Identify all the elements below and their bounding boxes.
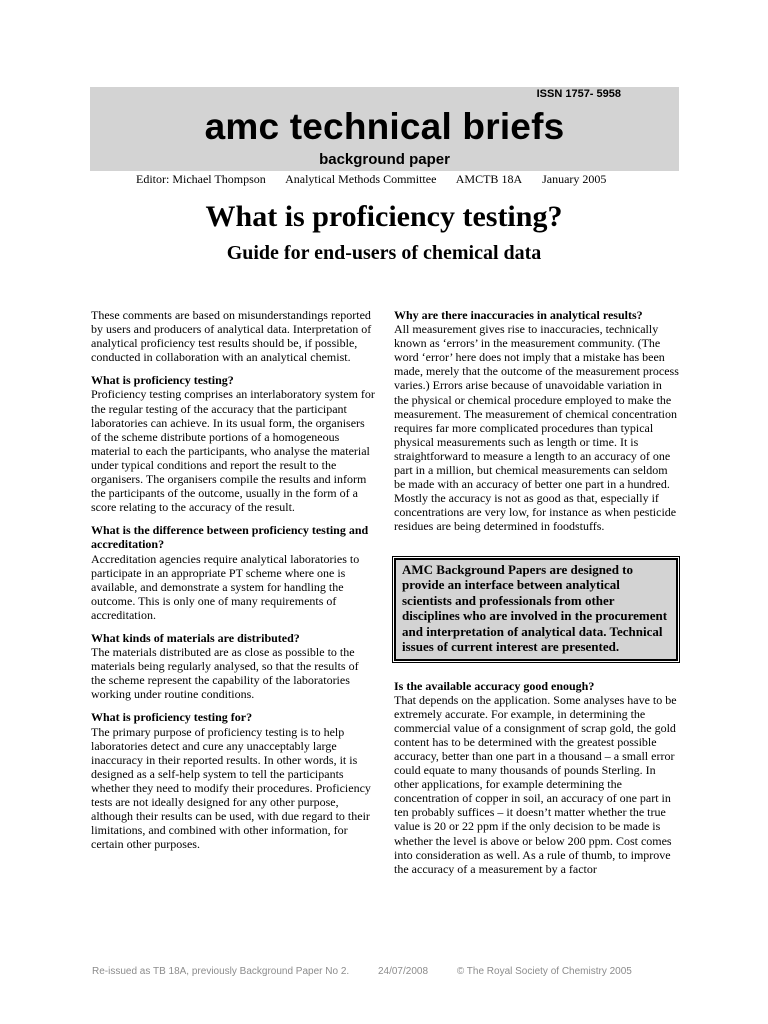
section-body: The materials distributed are as close as possible to the materials being regularly analysed, so that the results of the scheme represent the capability of the laboratories working under routine conditions. <box>91 645 359 702</box>
section-heading: Is the available accuracy good enough? <box>394 678 595 693</box>
reissue-note: Re-issued as TB 18A, previously Background Paper No 2. <box>92 966 350 977</box>
section-heading: What is proficiency testing? <box>91 373 234 388</box>
section-body: Proficiency testing comprises an interlaboratory system for the regular testing of the accuracy that the participant laboratories can achieve. In its usual form, the organisers of the scheme distribute portions of a homogeneous material to each the participants, who analyse the material under typical conditions and report the result to the organisers. The organisers compile the results and inform the participants of the outcome, usually in the form of a score relating to the accuracy of the result. <box>91 387 375 515</box>
series-label: background paper <box>319 151 450 168</box>
right-column <box>394 308 679 885</box>
section-body: All measurement gives rise to inaccuracies, technically known as ‘errors’ in the measurement community. (The word ‘error’ here does not imply that a mistake has been made, merely that the outcome of the measurement process varies.) Errors arise because of unavoidable variation in the physical or chemical procedure employed to make the measurement. The measurement of chemical concentration requires far more complicated procedures than typical physical measurements such as length or time. It is straightforward to measure a length to an accuracy of one part in a million, but chemical measurements can seldom be made with an accuracy of better one part in a hundred. Mostly the accuracy is not as good as that, especially if concentrations are very low, for instance as when pesticide residues are being determined in foodstuffs. <box>394 322 679 534</box>
publication-brand: amc technical briefs <box>204 106 565 147</box>
issue-date: January 2005 <box>542 172 607 186</box>
page-title: What is proficiency testing? <box>205 200 563 233</box>
section-heading: Why are there inaccuracies in analytical results? <box>394 308 643 322</box>
left-column <box>91 308 376 860</box>
masthead-line <box>136 172 606 187</box>
footer-date: 24/07/2008 <box>377 966 429 977</box>
section-body: That depends on the application. Some analyses have to be extremely accurate. For example, in determining the commercial value of a consignment of scrap gold, the gold content has to be determined with the greatest possible accuracy, better than one part in a thousand – a small error could equate to many thousands of pounds Sterling. In other applications, for example determining the concentration of copper in soil, an accuracy of one part in ten probably suffices – it doesn’t matter whether the true value is 20 or 22 ppm if the only decision to be made is whether the level is above or below 200 ppm. Cost comes into consideration as well. As a rule of thumb, to improve the accuracy of a measurement by a factor <box>394 692 677 876</box>
page-footer <box>92 966 632 977</box>
page-subtitle: Guide for end-users of chemical data <box>226 242 542 264</box>
section-heading: What kinds of materials are distributed? <box>91 630 300 645</box>
editor-name: Editor: Michael Thompson <box>136 172 266 186</box>
section-heading: What is the difference between proficiency testing and accreditation? <box>91 523 369 552</box>
section-heading: What is proficiency testing for? <box>91 710 253 725</box>
copyright-notice: © The Royal Society of Chemistry 2005 <box>456 966 632 977</box>
committee-name: Analytical Methods Committee <box>285 172 437 186</box>
issn-number: ISSN 1757- 5958 <box>536 88 621 100</box>
intro-paragraph: These comments are based on misunderstandings reported by users and producers of analytical data. Interpretation of analytical proficiency test results should be, if possible, conducted in collaboration with an analytical chemist. <box>91 308 372 365</box>
callout-box: AMC Background Papers are designed to provide an interface between analytical scientists and professionals from other disciplines who are involved in the procurement and interpretation of analytical data. Technical issues of current interest are presented. <box>394 558 678 661</box>
brief-code: AMCTB 18A <box>455 172 523 186</box>
header-banner <box>90 87 679 171</box>
section-body: The primary purpose of proficiency testing is to help laboratories detect and cure any unacceptably large inaccuracy in their reported results. In other words, it is designed as a self-help system to tell the participants whether they need to modify their procedures. Proficiency tests are not ideally designed for any other purpose, although their results can be used, with due regard to their limitations, and combined with other information, for certain other purposes. <box>91 724 371 852</box>
section-body: Accreditation agencies require analytical laboratories to participate in an appropriate PT scheme where one is available, and demonstrate a system for handling the outcome. This is only one of many requirements of accreditation. <box>91 551 360 622</box>
